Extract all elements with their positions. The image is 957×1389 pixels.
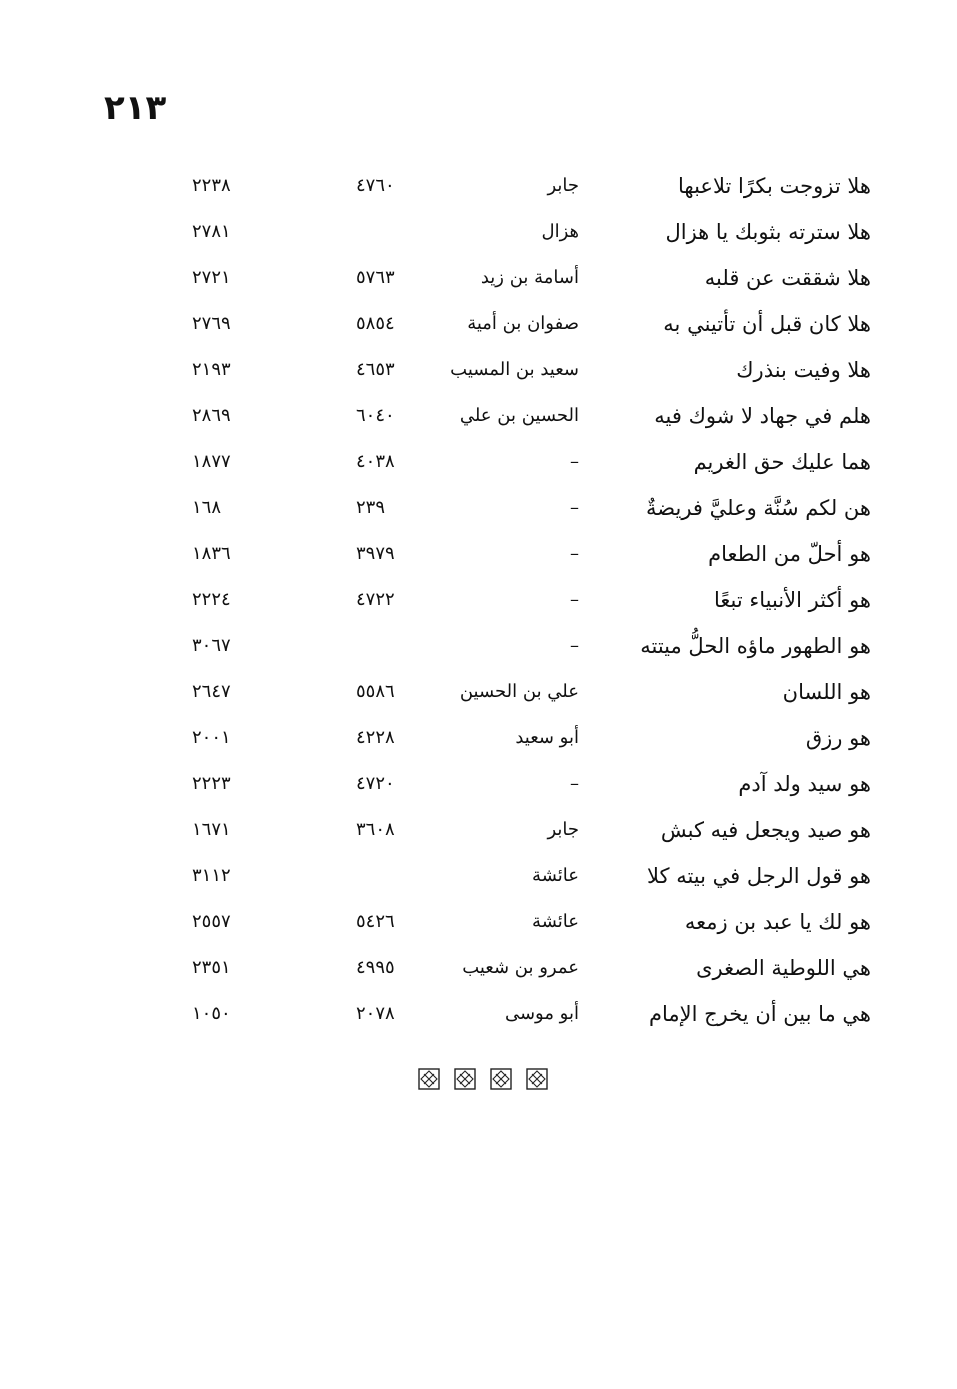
index-row <box>0 807 957 853</box>
index-row <box>0 577 957 623</box>
hadith-number: ٢٦٤٧ <box>192 681 231 702</box>
hadith-number: ٣١١٢ <box>192 865 231 886</box>
reference-number: ٤٧٦٠ <box>356 175 395 196</box>
narrator-name: الحسين بن علي <box>459 405 579 426</box>
hadith-number: ١٨٣٦ <box>192 543 231 564</box>
end-ornaments <box>418 1068 548 1090</box>
reference-number: ٣٦٠٨ <box>356 819 395 840</box>
reference-number: ٤٩٩٥ <box>356 957 395 978</box>
index-row <box>0 623 957 669</box>
narrator-name: أبو موسى <box>504 1003 579 1024</box>
index-row <box>0 945 957 991</box>
index-row <box>0 393 957 439</box>
hadith-number: ٢١٩٣ <box>192 359 231 380</box>
ornament-icon <box>454 1068 476 1090</box>
narrator-name: أبو سعيد <box>515 727 579 748</box>
reference-number: ٣٩٧٩ <box>356 543 395 564</box>
reference-number: ٢٠٧٨ <box>356 1003 395 1024</box>
hadith-number: ١٦٨ <box>192 497 222 518</box>
narrator-name: – <box>570 635 579 656</box>
hadith-number: ١٠٥٠ <box>192 1003 231 1024</box>
index-row <box>0 669 957 715</box>
narrator-name: – <box>570 589 579 610</box>
hadith-number: ٢٠٠١ <box>192 727 231 748</box>
hadith-number: ١٦٧١ <box>192 819 231 840</box>
reference-number: ٥٨٥٤ <box>356 313 395 334</box>
index-row <box>0 715 957 761</box>
narrator-name: – <box>570 773 579 794</box>
ornament-icon <box>490 1068 512 1090</box>
index-row <box>0 899 957 945</box>
hadith-number: ٢٣٥١ <box>192 957 231 978</box>
reference-number <box>356 853 446 899</box>
narrator-name: جابر <box>547 819 579 840</box>
narrator-name: هزال <box>541 221 579 242</box>
hadith-text: هما عليك حق الغريم <box>693 450 871 474</box>
reference-number: ٤٧٢٠ <box>356 773 395 794</box>
narrator-name: علي بن الحسين <box>459 681 579 702</box>
index-row <box>0 255 957 301</box>
hadith-number: ٢٧٦٩ <box>192 313 231 334</box>
hadith-number: ٢٨٦٩ <box>192 405 231 426</box>
hadith-text: هلا تزوجت بكرًا تلاعبها <box>678 174 871 198</box>
reference-number: ٤٧٢٢ <box>356 589 395 610</box>
hadith-text: هو أكثر الأنبياء تبعًا <box>713 588 871 612</box>
hadith-number: ٢٢٣٨ <box>192 175 231 196</box>
reference-number: ٥٥٨٦ <box>356 681 395 702</box>
narrator-name: عائشة <box>532 911 579 932</box>
reference-number: ٦٠٤٠ <box>356 405 395 426</box>
reference-number: ٤٠٣٨ <box>356 451 395 472</box>
reference-number: ٤٢٢٨ <box>356 727 395 748</box>
hadith-index-table <box>0 163 957 1037</box>
index-row <box>0 163 957 209</box>
hadith-text: هو لك يا عبد بن زمعه <box>684 910 871 934</box>
index-row <box>0 209 957 255</box>
hadith-text: هي اللوطية الصغرى <box>696 956 871 980</box>
hadith-number: ٢٢٢٣ <box>192 773 231 794</box>
index-row <box>0 439 957 485</box>
hadith-text: هي ما بين أن يخرج الإمام <box>648 1002 871 1026</box>
hadith-text: هلم في جهاد لا شوك فيه <box>654 404 871 428</box>
narrator-name: أسامة بن زيد <box>480 267 579 288</box>
narrator-name: سعيد بن المسيب <box>450 359 579 380</box>
hadith-text: هلا سترته بثوبك يا هزال <box>665 220 871 244</box>
hadith-number: ٢٢٢٤ <box>192 589 231 610</box>
index-row <box>0 485 957 531</box>
hadith-number: ٢٧٢١ <box>192 267 231 288</box>
index-row <box>0 347 957 393</box>
hadith-text: هو اللسان <box>782 680 871 704</box>
index-row <box>0 301 957 347</box>
hadith-text: هو قول الرجل في بيته كلا <box>647 864 871 888</box>
reference-number <box>356 209 446 255</box>
narrator-name: عائشة <box>532 865 579 886</box>
hadith-text: هو صيد ويجعل فيه كبش <box>660 818 871 842</box>
narrator-name: عمرو بن شعيب <box>462 957 579 978</box>
index-row <box>0 761 957 807</box>
reference-number <box>356 623 446 669</box>
reference-number: ٥٧٦٣ <box>356 267 395 288</box>
hadith-number: ٣٠٦٧ <box>192 635 231 656</box>
hadith-number: ١٨٧٧ <box>192 451 231 472</box>
index-row <box>0 991 957 1037</box>
narrator-name: – <box>570 497 579 518</box>
narrator-name: صفوان بن أمية <box>467 313 579 334</box>
hadith-number: ٢٥٥٧ <box>192 911 231 932</box>
hadith-text: هلا وفيت بنذرك <box>736 358 871 382</box>
hadith-text: هو أحلّ من الطعام <box>708 542 871 566</box>
hadith-text: هو الطهور ماؤه الحلُّ ميتته <box>640 634 871 658</box>
page-number: ٢١٣ <box>104 88 167 128</box>
reference-number: ٢٣٩ <box>356 497 386 518</box>
narrator-name: جابر <box>547 175 579 196</box>
reference-number: ٥٤٢٦ <box>356 911 395 932</box>
hadith-text: هلا شققت عن قلبه <box>704 266 871 290</box>
hadith-text: هو رزق <box>805 726 871 750</box>
hadith-text: هو سيد ولد آدم <box>738 772 871 796</box>
ornament-icon <box>418 1068 440 1090</box>
index-row <box>0 853 957 899</box>
hadith-text: هلا كان قبل أن تأتيني به <box>663 312 871 336</box>
narrator-name: – <box>570 451 579 472</box>
reference-number: ٤٦٥٣ <box>356 359 395 380</box>
hadith-number: ٢٧٨١ <box>192 221 231 242</box>
hadith-text: هن لكم سُنَّة وعليَّ فريضةٌ <box>646 496 871 520</box>
index-row <box>0 531 957 577</box>
ornament-icon <box>526 1068 548 1090</box>
narrator-name: – <box>570 543 579 564</box>
